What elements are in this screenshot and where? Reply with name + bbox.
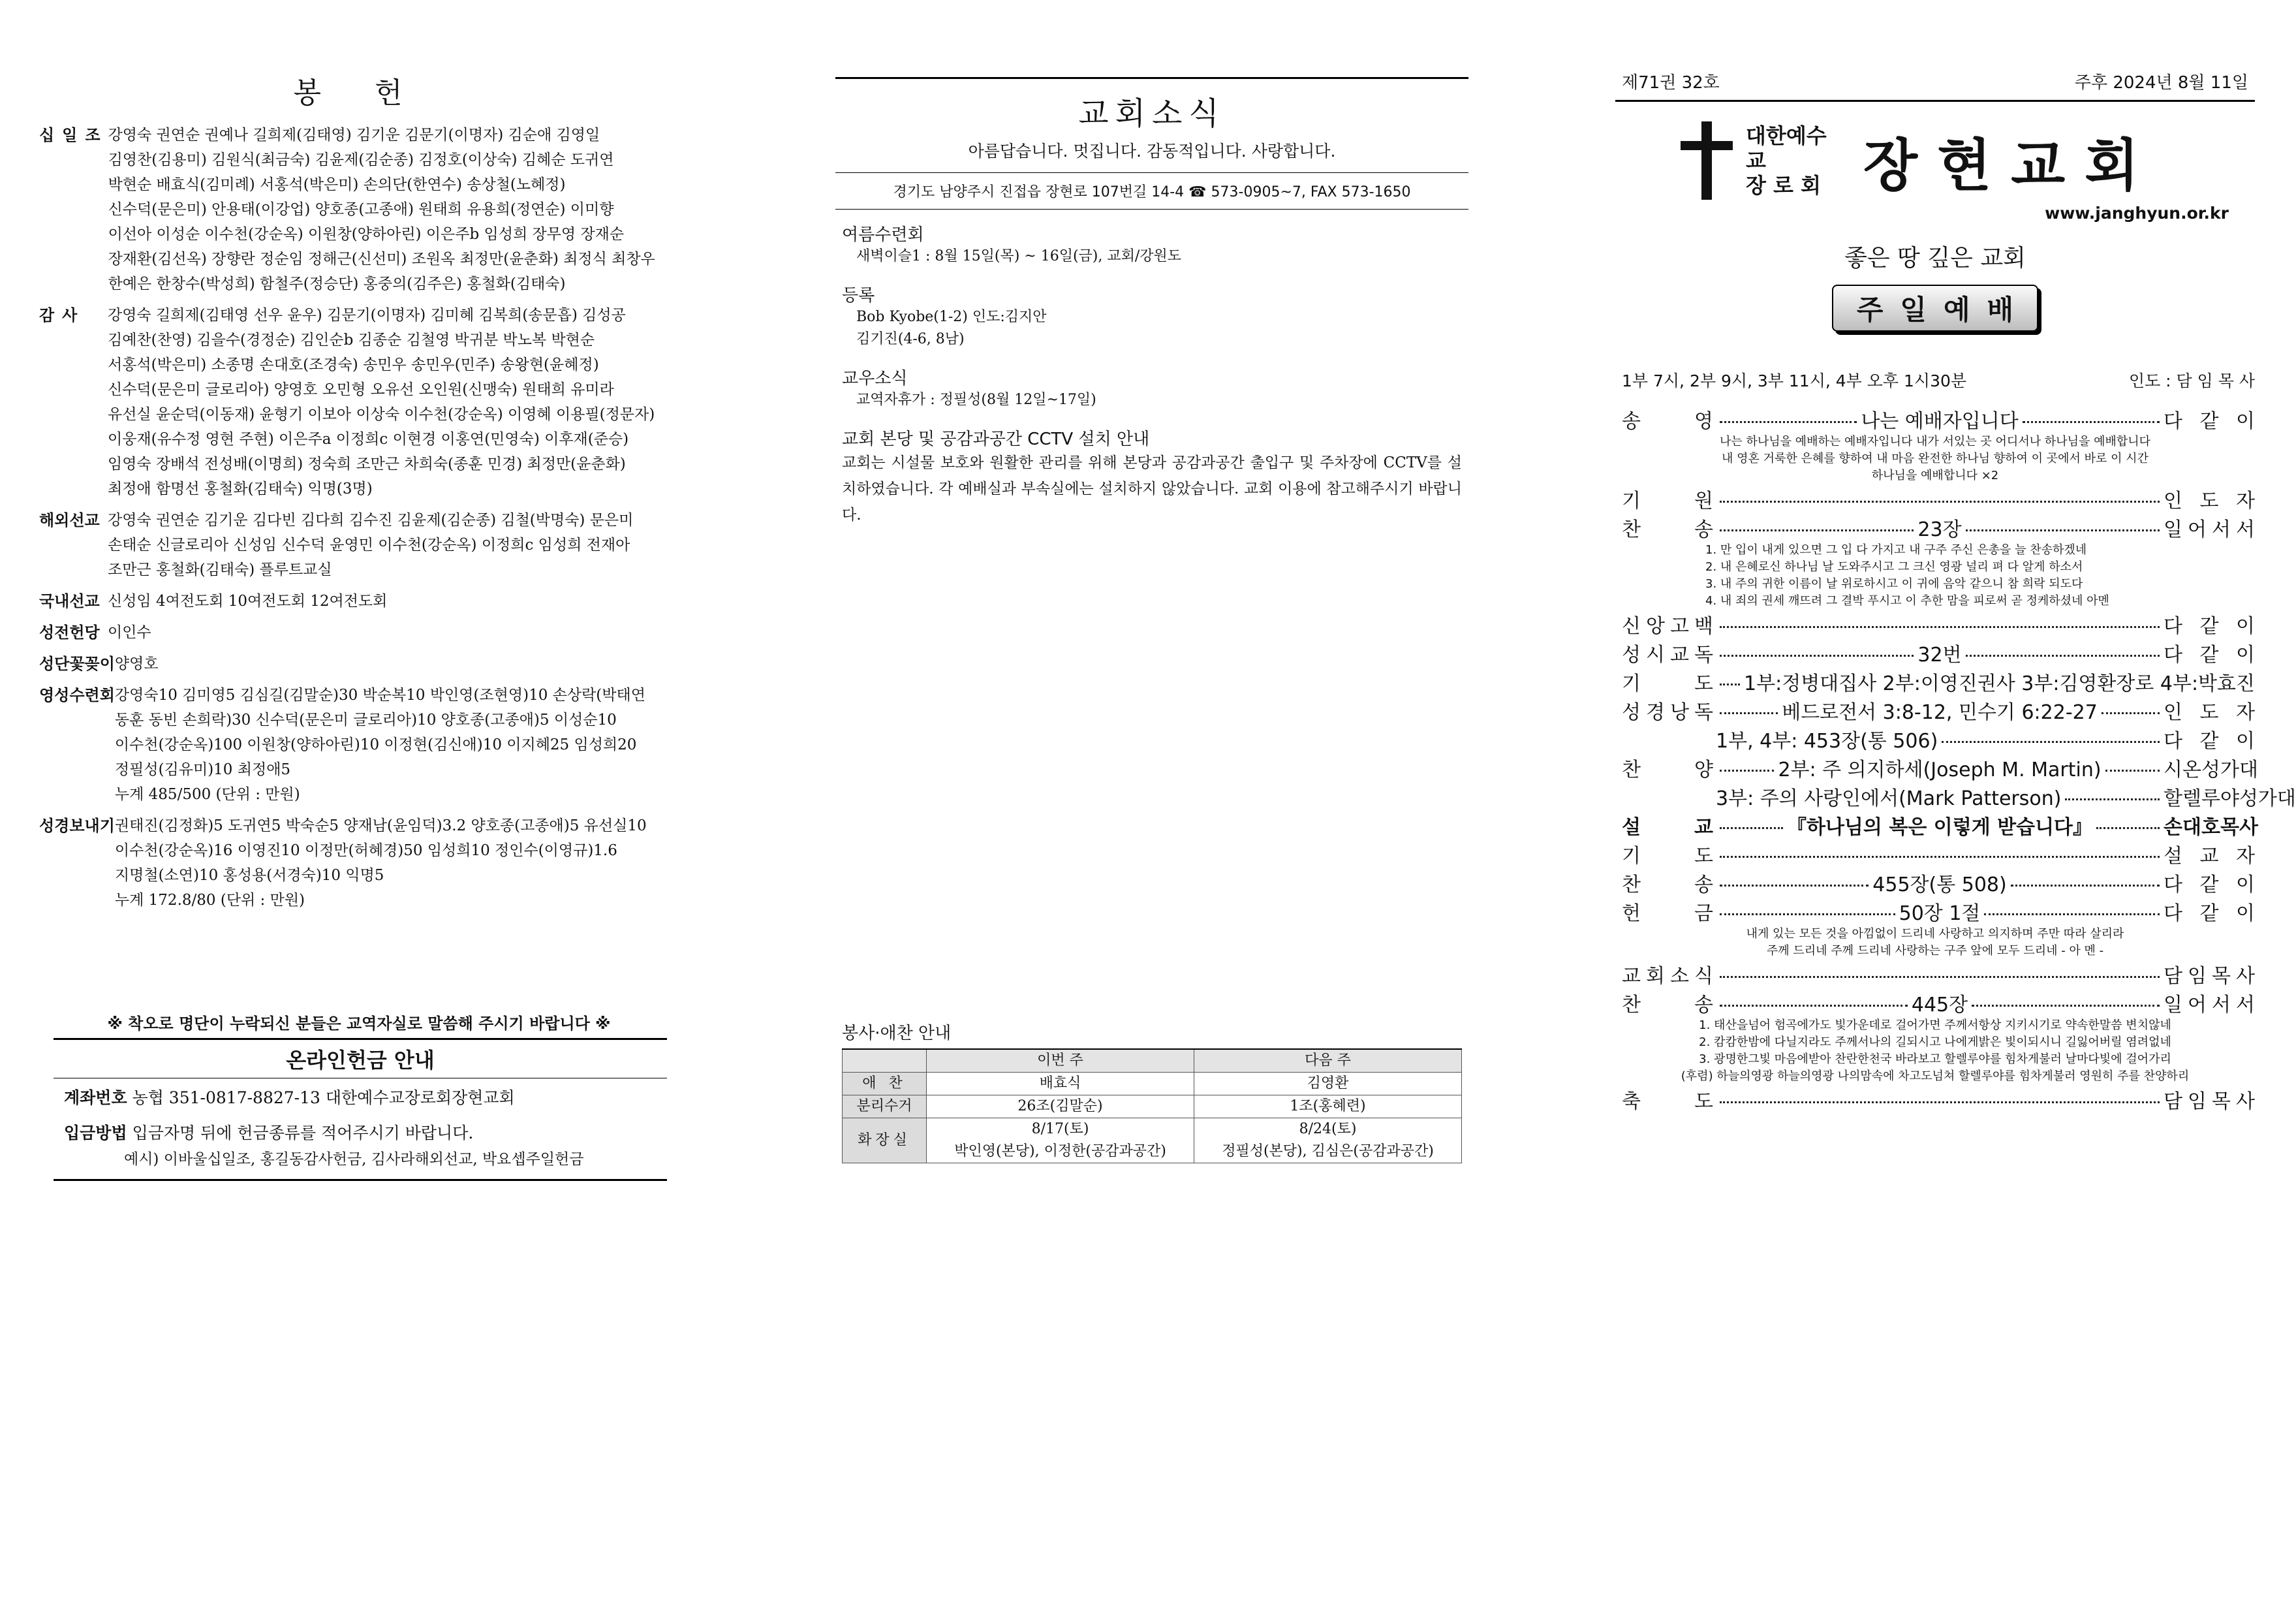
leader-dots — [1720, 655, 1914, 657]
lyrics-line: 주께 드리네 주께 드리네 사랑하는 구주 앞에 모두 드리네 - 아 멘 - — [1766, 944, 2104, 958]
leader-dots — [1720, 913, 1895, 915]
news-item-title: 교회 본당 및 공감과공간 CCTV 설치 안내 — [842, 430, 1150, 449]
lyrics-line: 3. 내 주의 귀한 이름이 날 위로하시고 이 귀에 음악 같으니 참 희락 되도다 — [1705, 577, 2083, 591]
worship-item-creed — [1615, 610, 2255, 638]
table-cell: 김영환 — [1194, 1073, 1462, 1095]
service-times: 1부 7시, 2부 9시, 3부 11시, 4부 오후 1시30분 — [1622, 371, 1967, 390]
offering-section — [39, 303, 679, 501]
offering-line: 신수덕(문은미) 안용태(이강업) 양호종(고종애) 원태희 유용희(정연순) 이미향 — [108, 201, 614, 218]
offering-section — [39, 813, 679, 913]
offering-line: 강영숙 권연순 권예나 길희제(김태영) 김기운 김문기(이명자) 김순애 김영일 — [108, 127, 600, 144]
leader-dots — [1942, 741, 2160, 743]
offering-line: 신수덕(문은미 글로리아) 양영호 오민형 오유선 오인원(신맹숙) 원태희 유미라 — [108, 381, 614, 398]
worship-item-label: 축 도 — [1622, 1090, 1713, 1113]
leader-dots — [1720, 501, 2160, 503]
worship-leader: 인도 : 담 임 목 사 — [2128, 371, 2255, 390]
worship-item-hymn3 — [1615, 988, 2255, 1017]
leader-dots — [1972, 1005, 2160, 1007]
table-cell: 8/17(토) — [927, 1118, 1194, 1141]
offering-section-names — [108, 508, 679, 582]
service-title: 봉사·애찬 안내 — [842, 1024, 952, 1043]
offering-line: 누계 485/500 (단위 : 만원) — [114, 786, 300, 803]
news-item-body: Bob Kyobe(1-2) 인도:김지안 — [856, 309, 1047, 325]
offering-section — [39, 508, 679, 582]
news-item-body: 새벽이슬1 : 8월 15일(목) ~ 16일(금), 교회/강원도 — [856, 248, 1182, 264]
offering-line: 서홍석(박은미) 소종명 손대호(조경숙) 송민우 송민우(민주) 송왕현(윤혜정) — [108, 356, 599, 373]
news-list — [835, 221, 1468, 528]
offering-line: 강영숙 길희제(김태영 선우 윤우) 김문기(이명자) 김미혜 김복희(송문흡) 김성공 — [108, 307, 626, 324]
offering-section-label: 국내선교 — [39, 592, 100, 610]
offering-section-names — [115, 813, 679, 913]
leader-dots — [2102, 712, 2160, 714]
worship-item-label: 성 시 교 독 — [1622, 644, 1713, 667]
offering-line: 김영찬(김용미) 김원식(최금숙) 김윤제(김순종) 김정호(이상숙) 김혜순 도귀연 — [108, 151, 614, 168]
order-of-worship — [1615, 405, 2296, 1114]
offering-line: 정필성(김유미)10 최정애5 — [114, 761, 291, 778]
worship-item-role: 손 대 호 목 사 — [2164, 816, 2258, 839]
offering-section — [39, 620, 679, 645]
worship-item-content: 1부, 4부: 453장(통 506) — [1716, 730, 1938, 753]
offering-line: 손태순 신글로리아 신성임 신수덕 윤영민 이수천(강순옥) 이정희c 임성희 전재아 — [108, 537, 630, 554]
table-cell: 배효식 — [927, 1073, 1194, 1095]
lyrics-line: 3. 광명한그빛 마음에받아 찬란한천국 바라보고 할렐루야를 힘차게불러 날마다빛에 걸어가리 — [1699, 1052, 2171, 1066]
table-row — [843, 1140, 1462, 1163]
church-url[interactable]: www.janghyun.or.kr — [2045, 204, 2229, 223]
denomination-line: 장 로 회 — [1746, 173, 1822, 198]
worship-item-offering — [1615, 897, 2255, 926]
church-slogan: 좋은 땅 깊은 교회 — [1844, 245, 2026, 272]
worship-item-content: 23장 — [1917, 518, 1962, 541]
offering-line: 한예은 한창수(박성희) 함철주(정승단) 홍중의(김주은) 홍철화(김태숙) — [108, 275, 566, 292]
worship-item-label: 기 도 — [1622, 845, 1713, 868]
worship-item-label: 찬 송 — [1622, 873, 1713, 896]
offering-line: 이웅재(유수정 영현 주현) 이은주a 이정희c 이현경 이홍연(민영숙) 이후재(준승) — [108, 431, 629, 448]
offering-line: 누계 172.8/80 (단위 : 만원) — [114, 892, 305, 909]
leader-dots — [1720, 626, 2160, 628]
offering-section-label: 해외선교 — [39, 511, 100, 529]
row-label: 분리수거 — [843, 1095, 927, 1118]
offering-column — [39, 0, 679, 1168]
offering-section-label: 성전헌당 — [39, 623, 100, 642]
online-offering-body — [54, 1078, 667, 1179]
table-header: 다음 주 — [1194, 1049, 1462, 1073]
issue-date: 주후 2024년 8월 11일 — [2074, 73, 2248, 93]
offering-section-label: 성경보내기 — [39, 817, 115, 835]
worship-item-hymn1 — [1615, 513, 2255, 542]
worship-item-anthem3 — [1615, 782, 2296, 811]
worship-item-hymn2 — [1615, 868, 2255, 897]
offering-section-names — [108, 303, 679, 501]
church-news-column — [835, 0, 1468, 1159]
offering-section-label: 감사 — [39, 306, 85, 324]
online-offering-box — [54, 1038, 667, 1181]
offering-section-label: 십일조 — [39, 126, 108, 144]
method-label: 입금방법 — [64, 1124, 127, 1142]
lyrics-line: 2. 내 은혜로신 하나님 날 도와주시고 그 크신 영광 널리 펴 다 알게 하소서 — [1705, 560, 2083, 574]
offering-section — [39, 589, 679, 614]
offering-line: 지명철(소연)10 홍성용(서경숙)10 익명5 — [114, 867, 384, 884]
worship-item-content: 나는 예배자입니다 — [1861, 410, 2019, 433]
account-number: 농협 351-0817-8827-13 대한예수교장로회장현교회 — [132, 1088, 515, 1107]
leader-dots — [1720, 885, 1869, 887]
leader-dots — [2096, 827, 2160, 829]
table-cell: 26조(김말순) — [927, 1095, 1194, 1118]
news-item-title: 등록 — [842, 286, 875, 306]
worship-item-role: 일 어 서 서 — [2164, 994, 2255, 1016]
table-header: 이번 주 — [927, 1049, 1194, 1073]
worship-item-content: 1부:정병대집사 2부:이영진권사 3부:김영환장로 4부:박효진 — [1744, 672, 2255, 695]
worship-item-role: 다 같 이 — [2164, 873, 2255, 896]
worship-item-content: 3부: 주의 사랑인에서(Mark Patterson) — [1716, 787, 2062, 810]
worship-item-content: 『하나님의 복은 이렇게 받습니다』 — [1786, 816, 2093, 839]
worship-item-content: 455장(통 508) — [1872, 873, 2007, 896]
leader-dots — [1720, 684, 1740, 685]
offering-title: 봉 헌 — [293, 76, 425, 110]
offering-line: 조만근 홍철화(김태숙) 플루트교실 — [108, 561, 332, 578]
offering-section — [39, 683, 679, 807]
offering-section-names — [108, 123, 679, 296]
offering-sections — [39, 123, 679, 913]
online-offering-title: 온라인헌금 안내 — [54, 1040, 667, 1078]
denomination-line: 대한예수교 — [1746, 123, 1827, 173]
worship-item-label: 찬 양 — [1622, 759, 1713, 781]
worship-item-content: 50장 1절 — [1899, 902, 1981, 925]
offering-line: 이인수 — [108, 624, 151, 641]
table-row — [843, 1073, 1462, 1095]
worship-item-prayer — [1615, 484, 2255, 513]
offering-section-names — [108, 620, 679, 645]
worship-item-role: 인 도 자 — [2164, 701, 2255, 724]
table-row — [843, 1049, 1462, 1073]
offering-section-names — [115, 683, 679, 807]
worship-item-pray — [1615, 667, 2255, 696]
table-header — [843, 1049, 927, 1073]
worship-item-role: 다 같 이 — [2164, 615, 2255, 638]
leader-dots — [1720, 856, 2160, 858]
table-cell: 1조(홍혜련) — [1194, 1095, 1462, 1118]
leader-dots — [1720, 770, 1774, 772]
offering-section-label: 성단꽃꽂이 — [39, 655, 115, 673]
leader-dots — [1720, 827, 1783, 829]
worship-item-role: 일 어 서 서 — [2164, 518, 2255, 541]
worship-item-label: 성 경 낭 독 — [1622, 701, 1713, 724]
offering-section-names — [115, 652, 679, 676]
worship-item-role: 다 같 이 — [2164, 644, 2255, 667]
worship-item-label: 교 회 소 식 — [1622, 965, 1713, 988]
news-item-paragraph: 교회는 시설물 보호와 원활한 관리를 위해 본당과 공감과공간 출입구 및 주차장에 CCTV를 설치하였습니다. 각 예배실과 부속실에는 설치하지 않았습니다. 교회 이용에 참고해주시기 바랍니다. — [842, 454, 1462, 524]
worship-item-content: 445장 — [1911, 994, 1968, 1016]
row-label: 화장실 — [843, 1118, 927, 1163]
offering-section — [39, 652, 679, 676]
header-divider — [1615, 100, 2255, 102]
worship-item-content: 32번 — [1917, 644, 1962, 667]
worship-item-label: 송 영 — [1622, 410, 1713, 433]
worship-item-anthem2 — [1615, 753, 2258, 782]
leader-dots — [2065, 798, 2160, 800]
offering-section-names — [108, 589, 679, 614]
leader-dots — [1966, 655, 2160, 657]
table-row — [843, 1095, 1462, 1118]
lyrics-line: 나는 하나님을 예배하는 예배자입니다 내가 서있는 곳 어디서나 하나님을 예배합니다 — [1719, 435, 2151, 448]
worship-title: 주일예배 — [1832, 285, 2038, 332]
worship-item-role: 담 임 목 사 — [2164, 1090, 2255, 1113]
offering-line: 강영숙10 김미영5 김심길(김말순)30 박순복10 박인영(조현영)10 손상락(박태연 — [114, 687, 645, 704]
worship-item-scripture — [1615, 696, 2255, 725]
leader-dots — [2105, 770, 2160, 772]
leader-dots — [1966, 529, 2160, 531]
worship-column — [1615, 0, 2296, 1114]
leader-dots — [1720, 1101, 2160, 1103]
lyrics-line: 하나님을 예배합니다 ×2 — [1871, 469, 1999, 482]
worship-item-role: 다 같 이 — [2164, 410, 2255, 433]
lyrics-line: 1. 만 입이 내게 있으면 그 입 다 가지고 내 구주 주신 은총을 늘 찬송하겠네 — [1705, 543, 2087, 557]
table-cell: 8/24(토) — [1194, 1118, 1462, 1141]
worship-item-label: 헌 금 — [1622, 902, 1713, 925]
news-title: 교회소식 — [1078, 95, 1226, 132]
offering-line: 강영숙 권연순 김기운 김다빈 김다희 김수진 김윤제(김순종) 김철(박명숙) 문은미 — [108, 512, 634, 529]
church-logo — [1681, 120, 2255, 201]
offering-line: 양영호 — [114, 655, 159, 672]
news-item-body: 김기진(4-6, 8남) — [856, 331, 965, 347]
lyrics-line: 2. 캄캄한밤에 다닐지라도 주께서나의 길되시고 나에게밝은 빛이되시니 길잃어버릴 염려없네 — [1699, 1035, 2171, 1049]
offering-line: 이수천(강순옥)100 이원창(양하아린)10 이정현(김신애)10 이지혜25 임성희20 — [114, 736, 637, 753]
volume-number: 제71권 32호 — [1622, 73, 1720, 93]
method-example: 예시) 이바울십일조, 홍길동감사헌금, 김사라해외선교, 박요셉주일헌금 — [124, 1151, 584, 1168]
omission-note: ※ 착오로 명단이 누락되신 분들은 교역자실로 말씀해 주시기 바랍니다 ※ — [107, 1014, 611, 1033]
leader-dots — [2011, 885, 2160, 887]
offering-line: 동훈 동빈 손희락)30 신수덕(문은미 글로리아)10 양호종(고종애)5 이성순10 — [114, 712, 617, 729]
offering-line: 신성임 4여전도회 10여전도회 12여전도회 — [108, 593, 388, 610]
leader-dots — [1720, 976, 2160, 978]
worship-item-label: 찬 송 — [1622, 518, 1713, 541]
method-text: 입금자명 뒤에 헌금종류를 적어주시기 바랍니다. — [132, 1124, 474, 1142]
denomination — [1746, 123, 1844, 198]
cross-icon — [1681, 121, 1733, 200]
offering-line: 김예찬(찬영) 김을수(경정순) 김인순b 김종순 김철영 박귀분 박노복 박현순 — [108, 332, 595, 349]
table-cell: 박인영(본당), 이정한(공감과공간) — [927, 1140, 1194, 1163]
service-table — [842, 1048, 1462, 1163]
worship-item-reading — [1615, 638, 2255, 667]
lyrics-line: (후렴) 하늘의영광 하늘의영광 나의맘속에 차고도넘쳐 할렐루야를 힘차게불러 영원히 주를 찬양하리 — [1681, 1069, 2190, 1083]
leader-dots — [1984, 913, 2160, 915]
worship-item-label: 신 앙 고 백 — [1622, 615, 1713, 638]
worship-item-role: 설 교 자 — [2164, 845, 2255, 868]
worship-item-sermon — [1615, 811, 2258, 840]
worship-item-content: 2부: 주 의지하세(Joseph M. Martin) — [1778, 759, 2102, 781]
lyrics-line: 내 영혼 거룩한 은혜를 향하여 내 마음 완전한 하나님 향하여 이 곳에서 바로 이 시간 — [1722, 452, 2149, 465]
leader-dots — [1720, 529, 1914, 531]
offering-line: 최정애 함명선 홍철화(김태숙) 익명(3명) — [108, 480, 373, 497]
worship-item-role: 할 렐 루 야 성 가 대 — [2164, 787, 2296, 810]
church-address: 경기도 남양주시 진접읍 장현로 107번길 14-4 ☎ 573-0905~7, FAX 573-1650 — [835, 172, 1468, 210]
leader-dots — [1720, 421, 1857, 423]
worship-item-role: 다 같 이 — [2164, 730, 2255, 753]
offering-line: 이선아 이성순 이수천(강순옥) 이원창(양하아린) 이은주b 임성희 장무영 장재순 — [108, 226, 625, 243]
worship-item-news — [1615, 960, 2255, 988]
offering-section — [39, 123, 679, 296]
worship-item-content: 베드로전서 3:8-12, 민수기 6:22-27 — [1782, 701, 2098, 724]
worship-times — [1615, 368, 2255, 392]
leader-dots — [1720, 1005, 1908, 1007]
offering-line: 박현순 배효식(김미례) 서홍석(박은미) 손의단(한연수) 송상철(노혜정) — [108, 176, 566, 193]
worship-item-role: 담 임 목 사 — [2164, 965, 2255, 988]
offering-section-label: 영성수련회 — [39, 686, 115, 704]
worship-item-label: 찬 송 — [1622, 994, 1713, 1016]
worship-item-bless — [1615, 1085, 2255, 1114]
worship-item-label: 설 교 — [1622, 816, 1713, 839]
table-cell: 정필성(본당), 김심은(공감과공간) — [1194, 1140, 1462, 1163]
table-row — [843, 1118, 1462, 1141]
worship-item-anthem1 — [1615, 725, 2255, 753]
offering-line: 권태진(김정화)5 도귀연5 박숙순5 양재남(윤임덕)3.2 양호종(고종애)5 유선실10 — [114, 817, 647, 834]
offering-line: 임영숙 장배석 전성배(이명희) 정숙희 조만근 차희숙(종훈 민경) 최정만(윤춘화) — [108, 456, 626, 473]
news-item-title: 여름수련회 — [842, 225, 924, 245]
offering-line: 유선실 윤순덕(이동재) 윤형기 이보아 이상숙 이수천(강순옥) 이영혜 이용필(정문자) — [108, 406, 655, 423]
worship-item-role: 다 같 이 — [2164, 902, 2255, 925]
news-item-title: 교우소식 — [842, 369, 908, 388]
lyrics-line: 1. 태산을넘어 험곡에가도 빛가운데로 걸어가면 주께서항상 지키시기로 약속한말씀 변치않네 — [1699, 1018, 2171, 1032]
church-name: 장현교회 — [1863, 133, 2159, 198]
news-item-body: 교역자휴가 : 정필성(8월 12일~17일) — [856, 392, 1096, 408]
worship-item-label: 기 원 — [1622, 490, 1713, 512]
offering-line: 장재환(김선옥) 장향란 정순임 정해근(신선미) 조원옥 최정만(윤춘화) 최정식 최창우 — [108, 251, 655, 268]
leader-dots — [1720, 712, 1778, 714]
news-header — [835, 77, 1468, 210]
news-subtitle: 아름답습니다. 멋집니다. 감동적입니다. 사랑합니다. — [968, 142, 1336, 161]
worship-item-label: 기 도 — [1622, 672, 1713, 695]
worship-item-role: 인 도 자 — [2164, 490, 2255, 512]
row-label: 애 찬 — [843, 1073, 927, 1095]
worship-item-prayer2 — [1615, 840, 2255, 868]
offering-line: 이수천(강순옥)16 이영진10 이정만(허혜경)50 임성희10 정인수(이영규)1.6 — [114, 842, 617, 859]
worship-item-role: 시 온 성 가 대 — [2164, 759, 2258, 781]
account-label: 계좌번호 — [64, 1088, 127, 1107]
lyrics-line: 내게 있는 모든 것을 아낌없이 드리네 사랑하고 의지하며 주만 따라 살리라 — [1746, 927, 2124, 941]
leader-dots — [2023, 421, 2160, 423]
lyrics-line: 4. 내 죄의 권세 깨뜨려 그 결박 푸시고 이 추한 맘을 피로써 곧 정케하셨네 아멘 — [1705, 594, 2109, 608]
worship-item-song — [1615, 405, 2255, 433]
issue-header — [1615, 69, 2255, 93]
